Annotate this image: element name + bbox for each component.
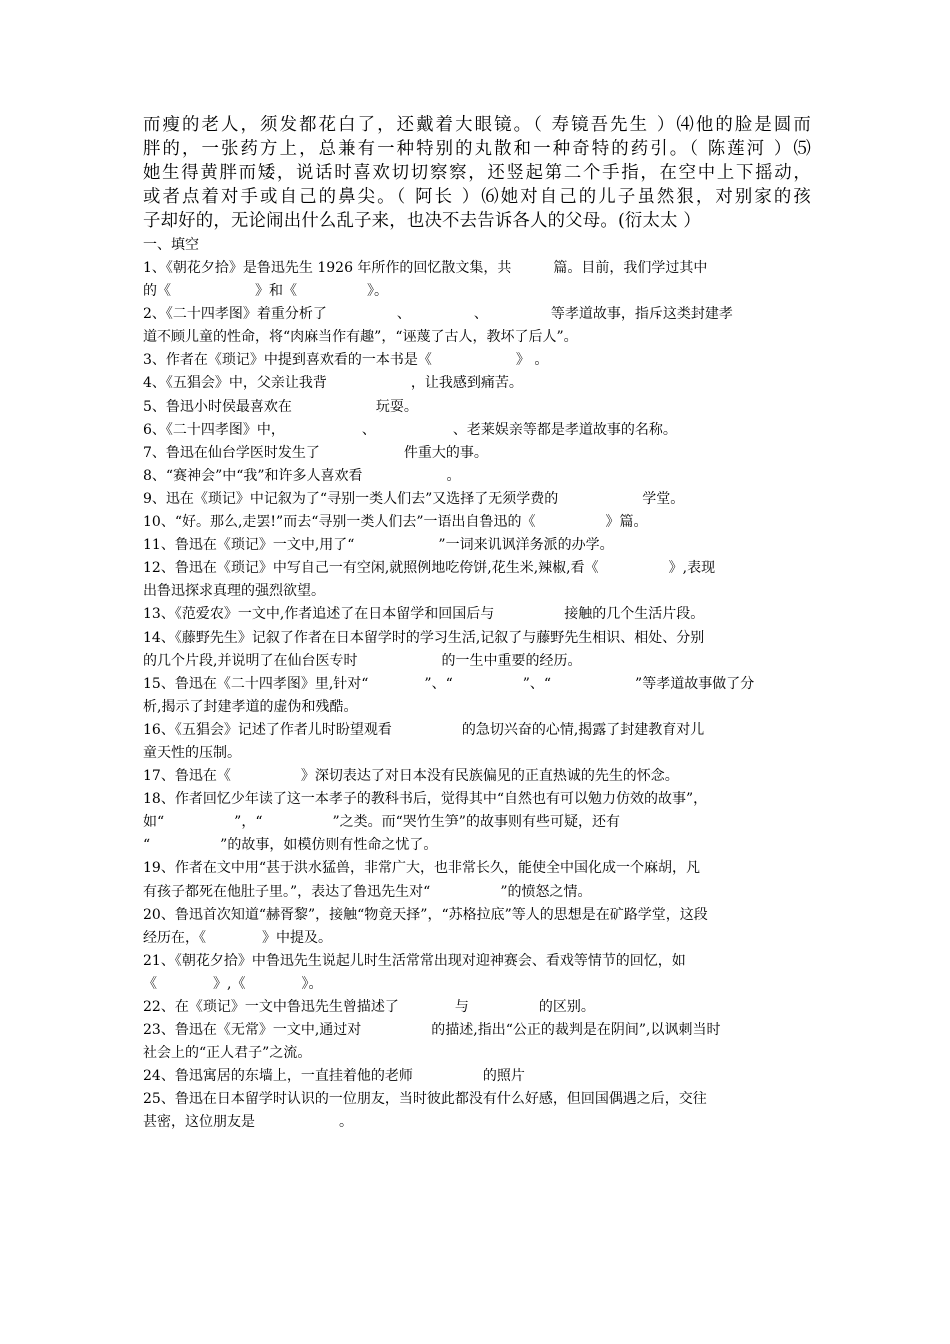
question-line: “ ”的故事，如模仿则有性命之忧了。 <box>143 837 438 854</box>
question-line: 8、“赛神会”中“我”和许多人喜欢看 。 <box>143 467 461 484</box>
question-q14 <box>143 627 811 673</box>
question-q11 <box>143 534 811 557</box>
question-line: 甚密，这位朋友是 。 <box>143 1114 353 1131</box>
question-line: 如“ ”，“ ”之类。而“哭竹生笋”的故事则有些可疑，还有 <box>143 814 620 831</box>
question-line: 5、鲁迅小时侯最喜欢在 玩耍。 <box>143 398 418 415</box>
intro-line: 而瘦的老人，须发都花白了，还戴着大眼镜。（ 寿镜吾先生 ）⑷他的脸是圆而 <box>143 115 811 135</box>
question-line: 的《 》和《 》。 <box>143 283 388 300</box>
intro-paragraph <box>143 113 811 233</box>
question-q19 <box>143 857 811 903</box>
question-line: 社会上的“正人君子”之流。 <box>143 1045 312 1062</box>
question-line: 17、鲁迅在《 》深切表达了对日本没有民族偏见的正直热诚的先生的怀念。 <box>143 768 679 785</box>
question-line: 20、鲁迅首次知道“赫胥黎”，接触“物竟天择”，“苏格拉底”等人的思想是在矿路学堂，这段 <box>143 906 708 923</box>
question-q6 <box>143 419 811 442</box>
question-line: 15、鲁迅在《二十四孝图》里,针对“ ”、“ ”、“ ”等孝道故事做了分 <box>143 675 755 692</box>
question-line: 14、《藤野先生》记叙了作者在日本留学时的学习生活,记叙了与藤野先生相识、相处、分别 <box>143 629 705 646</box>
question-line: 19、作者在文中用“甚于洪水猛兽，非常广大，也非常长久，能使全中国化成一个麻胡，凡 <box>143 860 700 877</box>
question-line: 1、《朝花夕拾》是鲁迅先生 1926 年所作的回忆散文集，共 篇。目前，我们学过其中 <box>143 260 708 276</box>
question-q12 <box>143 557 811 603</box>
question-q17 <box>143 765 811 788</box>
question-line: 的几个片段,并说明了在仙台医专时 的一生中重要的经历。 <box>143 652 582 669</box>
intro-line: 子却好的，无论闹出什么乱子来，也决不去告诉各人的父母。(衍太太 ） <box>143 211 702 231</box>
section-title: 一、填空 <box>143 237 199 253</box>
question-line: 13、《范爱农》一文中,作者追述了在日本留学和回国后与 接触的几个生活片段。 <box>143 606 705 623</box>
question-list <box>143 257 811 1135</box>
question-q7 <box>143 442 811 465</box>
question-line: 童天性的压制。 <box>143 744 241 761</box>
question-q21 <box>143 950 811 996</box>
question-line: 道不顾儿童的性命，将“肉麻当作有趣”，“诬蔑了古人，教坏了后人”。 <box>143 329 578 346</box>
question-line: 有孩子都死在他肚子里。”，表达了鲁迅先生对“ ”的愤怒之情。 <box>143 883 592 900</box>
question-line: 24、鲁迅寓居的东墙上，一直挂着他的老师 的照片 <box>143 1068 525 1085</box>
question-line: 析,揭示了封建孝道的虚伪和残酷。 <box>143 698 358 715</box>
question-q8 <box>143 465 811 488</box>
question-line: 《 》,《 》。 <box>143 975 323 992</box>
question-q24 <box>143 1065 811 1088</box>
question-line: 出鲁迅探求真理的强烈欲望。 <box>143 583 325 600</box>
question-line: 7、鲁迅在仙台学医时发生了 件重大的事。 <box>143 444 488 461</box>
question-q23 <box>143 1019 811 1065</box>
question-line: 16、《五猖会》记述了作者儿时盼望观看 的急切兴奋的心情,揭露了封建教育对儿 <box>143 721 705 738</box>
question-line: 12、鲁迅在《琐记》中写自己一有空闲,就照例地吃侉饼,花生米,辣椒,看《 》,表现 <box>143 560 716 577</box>
question-q1 <box>143 257 811 303</box>
question-q2 <box>143 303 811 349</box>
question-line: 3、作者在《琐记》中提到喜欢看的一本书是《 》 。 <box>143 352 549 369</box>
intro-line: 或者点着对手或自己的鼻尖。（ 阿长 ）⑹她对自己的儿子虽然狠，对别家的孩 <box>143 187 811 207</box>
question-q13 <box>143 603 811 626</box>
question-q25 <box>143 1088 811 1134</box>
question-line: 23、鲁迅在《无常》一文中,通过对 的描述,指出“公正的裁判是在阴间”,以讽刺当时 <box>143 1022 721 1039</box>
intro-line: 胖的，一张药方上，总兼有一种特别的丸散和一种奇特的药引。（ 陈莲河 ）⑸ <box>143 139 811 159</box>
question-q9 <box>143 488 811 511</box>
question-line: 9、迅在《琐记》中记叙为了“寻别一类人们去”又选择了无须学费的 学堂。 <box>143 490 685 507</box>
question-q16 <box>143 719 811 765</box>
question-q20 <box>143 904 811 950</box>
question-line: 21、《朝花夕拾》中鲁迅先生说起儿时生活常常出现对迎神赛会、看戏等情节的回忆，如 <box>143 952 686 969</box>
question-line: 6、《二十四孝图》中， 、 、老莱娱亲等都是孝道故事的名称。 <box>143 421 677 438</box>
question-line: 2、《二十四孝图》着重分析了 、 、 等孝道故事，指斥这类封建孝 <box>143 306 733 323</box>
document-page <box>143 113 811 1135</box>
question-line: 11、鲁迅在《琐记》一文中,用了“ ”一词来讥讽洋务派的办学。 <box>143 537 614 554</box>
intro-line: 她生得黄胖而矮，说话时喜欢切切察察，还竖起第二个手指，在空中上下摇动， <box>143 163 811 183</box>
question-line: 经历在，《 》中提及。 <box>143 929 332 946</box>
question-line: 10、“好。那么,走罢!”而去“寻别一类人们去”一语出自鲁迅的《 》篇。 <box>143 514 648 531</box>
question-q10 <box>143 511 811 534</box>
question-line: 18、作者回忆少年读了这一本孝子的教科书后，觉得其中“自然也有可以勉力仿效的故事”， <box>143 791 708 808</box>
question-q5 <box>143 396 811 419</box>
question-q18 <box>143 788 811 857</box>
question-q15 <box>143 673 811 719</box>
question-line: 4、《五猖会》中，父亲让我背 ，让我感到痛苦。 <box>143 375 523 392</box>
question-q3 <box>143 349 811 372</box>
question-q4 <box>143 372 811 395</box>
question-line: 25、鲁迅在日本留学时认识的一位朋友，当时彼此都没有什么好感，但回国偶遇之后，交往 <box>143 1091 707 1108</box>
question-line: 22、在《琐记》一文中鲁迅先生曾描述了 与 的区别。 <box>143 999 595 1015</box>
question-q22 <box>143 996 811 1019</box>
